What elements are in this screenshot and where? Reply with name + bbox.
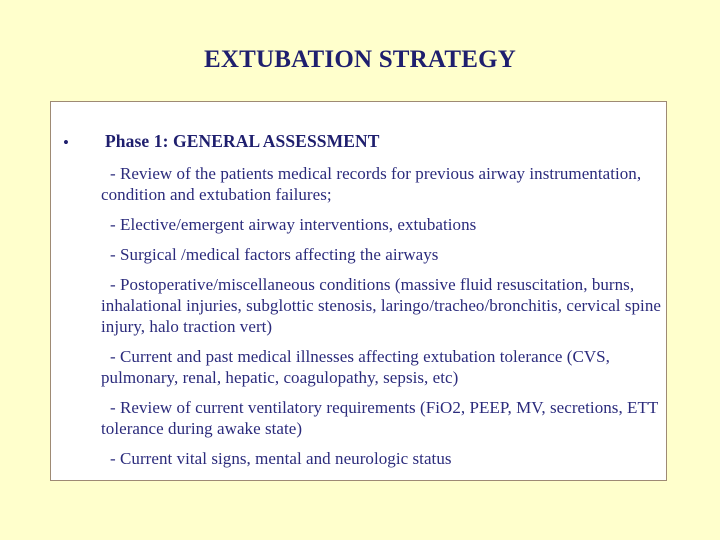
paragraph-list (51, 164, 668, 470)
list-item: - Current vital signs, mental and neurologic status (110, 448, 452, 468)
list-item: - Current and past medical illnesses affecting extubation tolerance (CVS, pulmonary, renal, hepatic, coagulopathy, sepsis, etc) (101, 346, 610, 387)
list-item: - Review of current ventilatory requirements (FiO2, PEEP, MV, secretions, ETT tolerance during awake state) (101, 397, 659, 438)
bullet-item-label: Phase 1: GENERAL ASSESSMENT (105, 131, 380, 151)
list-item: - Surgical /medical factors affecting the airways (110, 244, 439, 264)
page-title: EXTUBATION STRATEGY (204, 46, 516, 73)
content-box (50, 101, 667, 481)
list-item: - Elective/emergent airway interventions, extubations (110, 214, 477, 234)
list-item: - Postoperative/miscellaneous conditions (massive fluid resuscitation, burns, inhalational injuries, subglottic stenosis, laringo/tracheo/bronchitis, cervical spine injury, halo traction vert) (101, 274, 661, 336)
bullet-point-icon: • (63, 132, 69, 152)
list-item: - Review of the patients medical records for previous airway instrumentation, condition and extubation failures; (101, 163, 642, 204)
content-body (51, 102, 668, 470)
bullet-item-phase-1 (51, 131, 668, 153)
